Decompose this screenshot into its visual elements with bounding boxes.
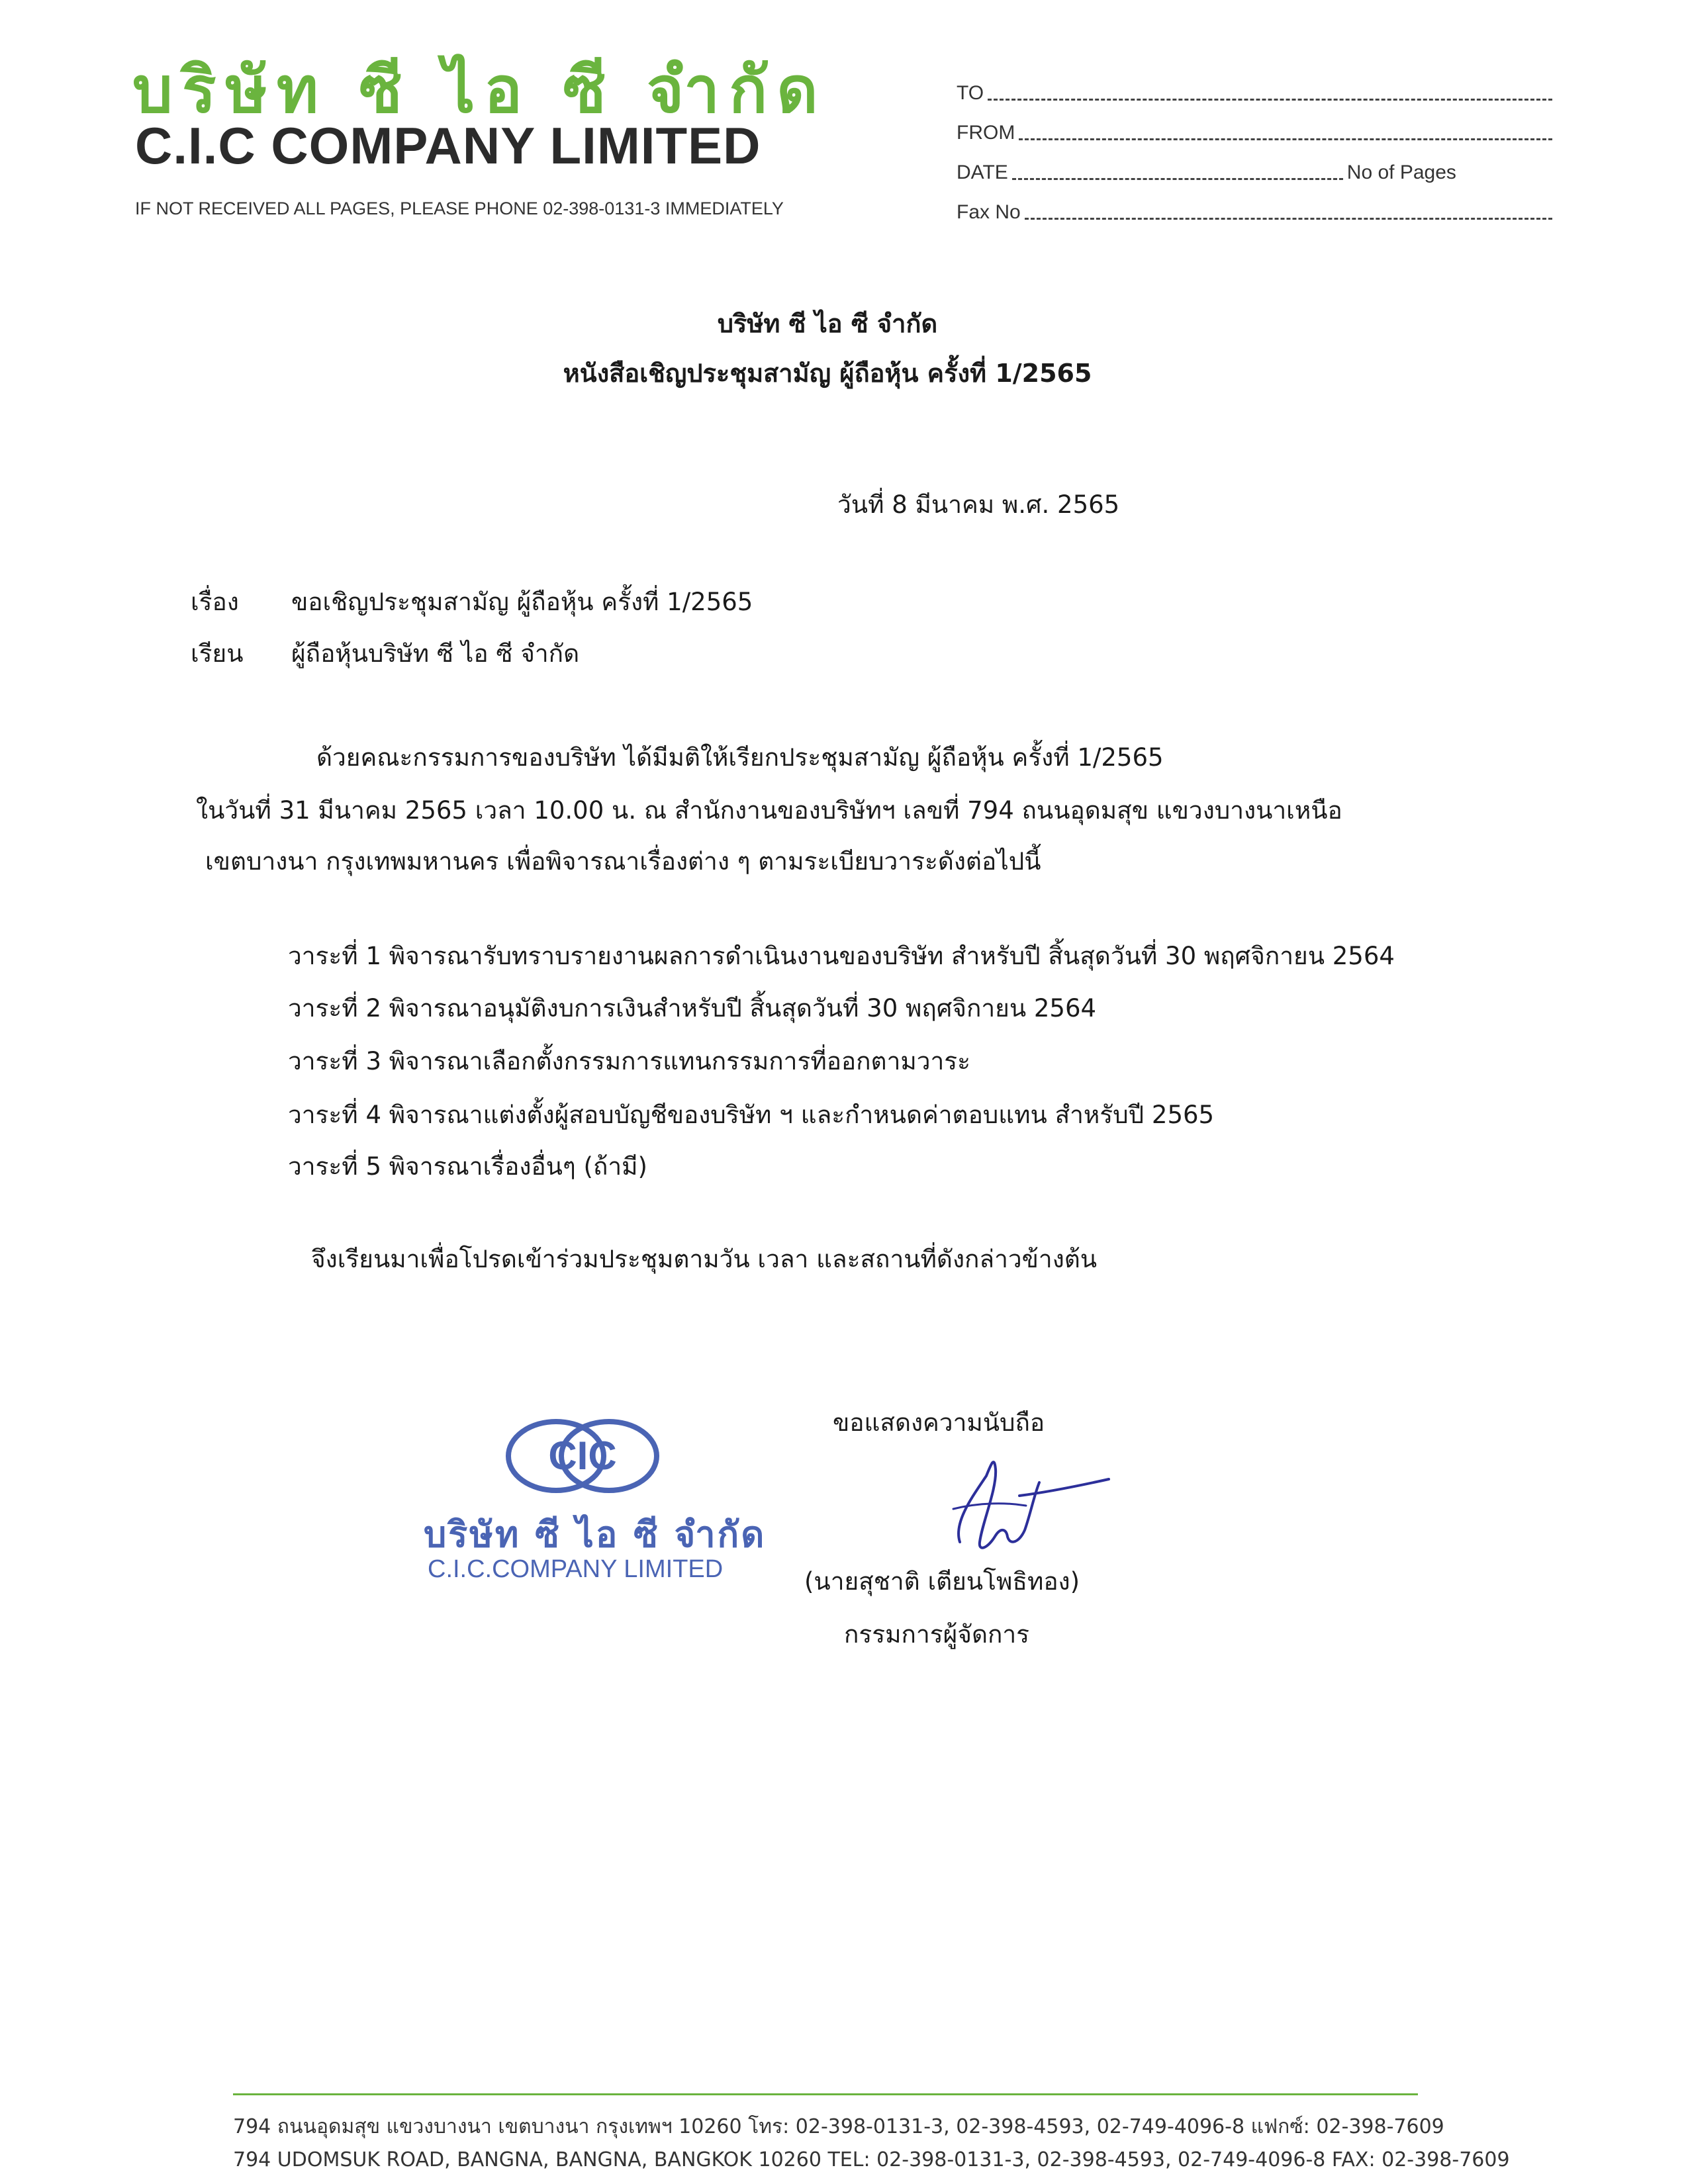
agenda-item-1: วาระที่ 1 พิจารณารับทราบรายงานผลการดำเนินงานของบริษัท สำหรับปี สิ้นสุดวันที่ 30 พฤศจิกายน 2564 [288, 942, 1395, 970]
paragraph-line-1: ด้วยคณะกรรมการของบริษัท ได้มีมติให้เรียกประชุมสามัญ ผู้ถือหุ้น ครั้งที่ 1/2565 [316, 743, 1164, 772]
fax-pages-label: No of Pages [1346, 161, 1456, 183]
document-title-subject: หนังสือเชิญประชุมสามัญ ผู้ถือหุ้น ครั้งที่ 1/2565 [563, 359, 1092, 388]
fax-number-field [957, 197, 1552, 224]
signer-title: กรรมการผู้จัดการ [844, 1620, 1030, 1649]
recipient-label: เรียน [191, 639, 244, 668]
recipient-value: ผู้ถือหุ้นบริษัท ซี ไอ ซี จำกัด [291, 639, 580, 668]
company-stamp [424, 1416, 767, 1588]
signature-image [914, 1416, 1112, 1569]
fax-date-field [957, 158, 1552, 184]
document-date: วันที่ 8 มีนาคม พ.ศ. 2565 [837, 490, 1120, 519]
paragraph-line-2: ในวันที่ 31 มีนาคม 2565 เวลา 10.00 น. ณ สำนักงานของบริษัทฯ เลขที่ 794 ถนนอุดมสุข แขวงบางนาเหนือ [196, 796, 1342, 825]
footer-address-thai: 794 ถนนอุดมสุข แขวงบางนา เขตบางนา กรุงเทพฯ 10260 โทร: 02-398-0131-3, 02-398-4593, 02-749-4096-8 แฟกซ์: 02-398-7609 [233, 2115, 1444, 2138]
fax-date-blank [1012, 178, 1343, 180]
footer-divider [233, 2093, 1418, 2095]
agenda-item-4: วาระที่ 4 พิจารณาแต่งตั้งผู้สอบบัญชีของบริษัท ฯ และกำหนดค่าตอบแทน สำหรับปี 2565 [288, 1101, 1215, 1129]
agenda-item-3: วาระที่ 3 พิจารณาเลือกตั้งกรรมการแทนกรรมการที่ออกตามวาระ [288, 1047, 971, 1075]
paragraph-line-3: เขตบางนา กรุงเทพมหานคร เพื่อพิจารณาเรื่องต่าง ๆ ตามระเบียบวาระดังต่อไปนี้ [205, 847, 1041, 876]
stamp-thai-name: บริษัท ซี ไอ ซี จำกัด [424, 1514, 767, 1555]
stamp-logo-icon [503, 1416, 662, 1496]
fax-date-label: DATE [957, 161, 1008, 183]
regards: ขอแสดงความนับถือ [833, 1408, 1045, 1437]
document-title-company: บริษัท ซี ไอ ซี จำกัด [717, 309, 938, 338]
agenda-item-2: วาระที่ 2 พิจารณาอนุมัติงบการเงินสำหรับปี สิ้นสุดวันที่ 30 พฤศจิกายน 2564 [288, 994, 1097, 1023]
subject-label: เรื่อง [191, 588, 239, 616]
fax-to-blank [988, 99, 1552, 101]
fax-from-blank [1019, 138, 1552, 140]
signer-name: (นายสุชาติ เตียนโพธิทอง) [804, 1567, 1080, 1596]
footer-address-english: 794 UDOMSUK ROAD, BANGNA, BANGNA, BANGKOK 10260 TEL: 02-398-0131-3, 02-398-4593, 02-749-4096-8 FAX: 02-398-7609 [233, 2148, 1510, 2171]
subject-value: ขอเชิญประชุมสามัญ ผู้ถือหุ้น ครั้งที่ 1/2565 [291, 588, 753, 616]
fax-from-field [957, 118, 1552, 144]
fax-to-label: TO [957, 82, 984, 104]
stamp-english-name: C.I.C.COMPANY LIMITED [428, 1555, 724, 1583]
fax-number-label: Fax No [957, 201, 1021, 223]
closing-line: จึงเรียนมาเพื่อโปรดเข้าร่วมประชุมตามวัน เวลา และสถานที่ดังกล่าวข้างต้น [311, 1245, 1098, 1273]
fax-from-label: FROM [957, 122, 1015, 144]
phone-note: IF NOT RECEIVED ALL PAGES, PLEASE PHONE 02-398-0131-3 IMMEDIATELY [135, 199, 784, 218]
stamp-logo-text: CIC [548, 1433, 617, 1478]
agenda-item-5: วาระที่ 5 พิจารณาเรื่องอื่นๆ (ถ้ามี) [288, 1152, 647, 1181]
fax-to-field [957, 78, 1552, 105]
fax-number-blank [1025, 218, 1552, 220]
company-name-thai: บริษัท ซี ไอ ซี จำกัด [132, 53, 827, 127]
company-name-english: C.I.C COMPANY LIMITED [135, 116, 761, 175]
